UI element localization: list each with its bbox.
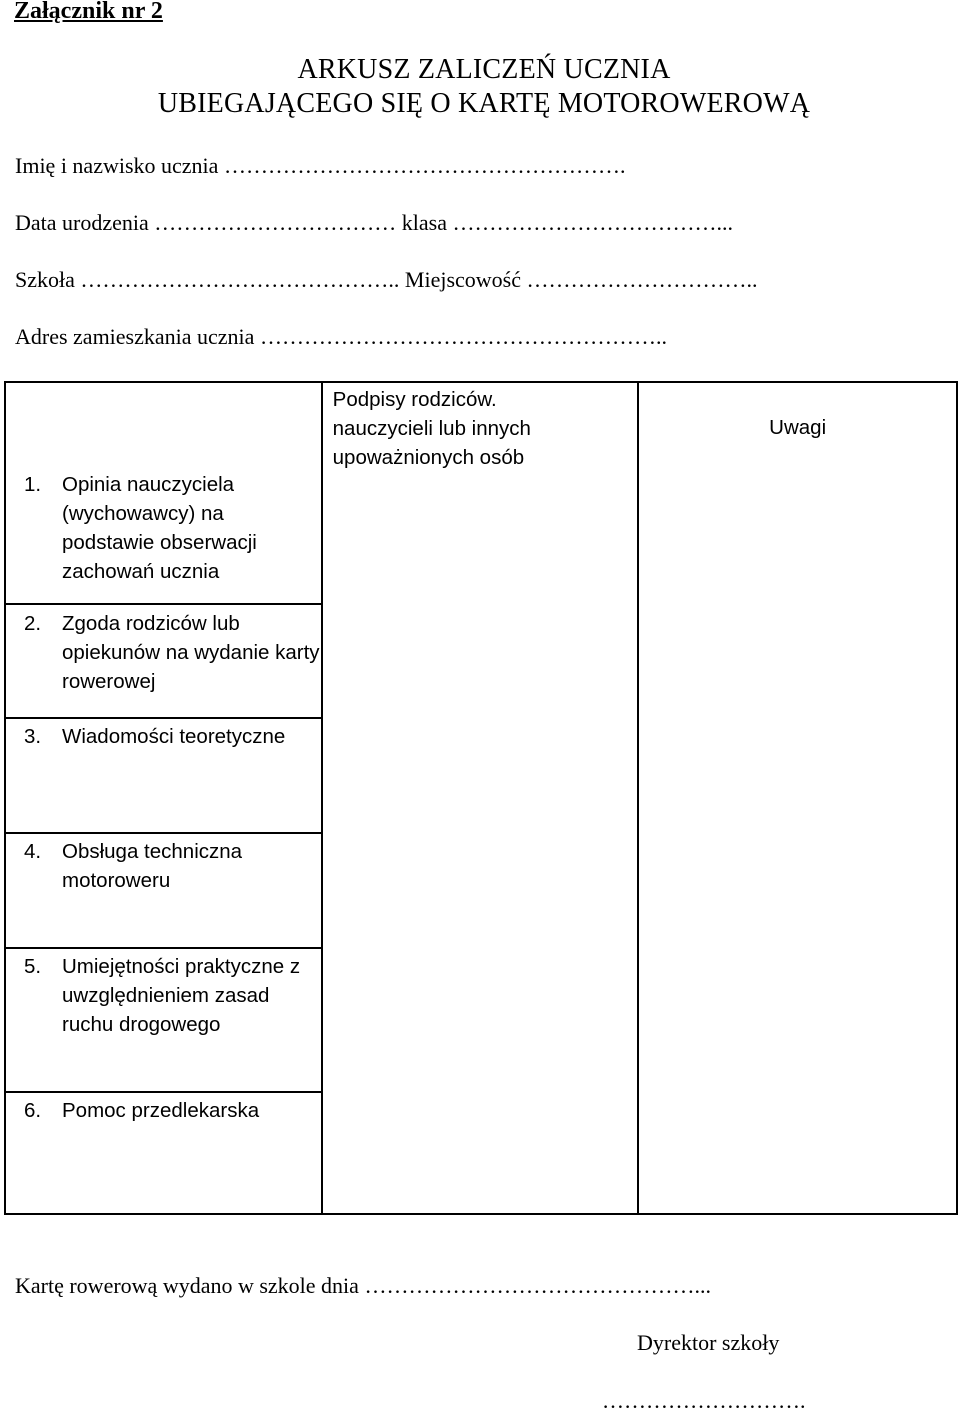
- signatures-header: [323, 383, 638, 472]
- item-number: 1.: [24, 473, 42, 496]
- item-number: 5.: [24, 955, 42, 978]
- attachment-label: Załącznik nr 2: [14, 0, 163, 24]
- list-item: [6, 949, 321, 1039]
- item-number: 2.: [24, 612, 42, 635]
- issue-date-field[interactable]: [15, 1273, 711, 1299]
- remarks-header: Uwagi: [769, 416, 827, 439]
- birth-date-dots: ……………………………: [154, 210, 397, 235]
- city-dots: …………………………..: [526, 267, 758, 292]
- student-name-field[interactable]: [15, 153, 625, 179]
- student-name-label: Imię i nazwisko ucznia: [15, 153, 219, 178]
- criteria-cell: [5, 718, 322, 833]
- criteria-cell: [5, 948, 322, 1092]
- list-item: [6, 1093, 321, 1125]
- item-text: Opinia nauczyciela (wychowawcy) na podstawie obserwacji zachowań ucznia: [62, 473, 257, 583]
- list-item: [6, 719, 321, 751]
- address-field[interactable]: [15, 324, 667, 350]
- item-number: 4.: [24, 840, 42, 863]
- document-title-line2: UBIEGAJĄCEGO SIĘ O KARTĘ MOTOROWEROWĄ: [157, 88, 811, 119]
- school-dots: ……………………………………..: [80, 267, 400, 292]
- birth-date-label: Data urodzenia: [15, 210, 149, 235]
- class-label: klasa: [401, 210, 447, 235]
- address-label: Adres zamieszkania ucznia: [15, 324, 255, 349]
- assessment-table: [4, 381, 958, 1215]
- list-item: [6, 383, 321, 586]
- criteria-cell: [5, 833, 322, 948]
- item-text: Wiadomości teoretyczne: [62, 725, 286, 748]
- issue-date-dots: ………………………………………...: [364, 1273, 711, 1298]
- school-field[interactable]: [15, 267, 757, 293]
- criteria-cell: [5, 1092, 322, 1214]
- item-text: Zgoda rodziców lub opiekunów na wydanie karty rowerowej: [62, 612, 320, 693]
- document-title-line1: ARKUSZ ZALICZEŃ UCZNIA: [297, 54, 671, 85]
- remarks-column[interactable]: [638, 382, 957, 1214]
- signatures-header-line: nauczycieli lub innych: [332, 417, 531, 440]
- criteria-cell: [5, 382, 322, 604]
- signatures-column[interactable]: [322, 382, 639, 1214]
- signatures-header-line: Podpisy rodziców.: [332, 388, 497, 411]
- student-name-dots: ……………………………………………….: [223, 153, 626, 178]
- item-text: Umiejętności praktyczne z uwzględnieniem zasad ruchu drogowego: [62, 955, 301, 1036]
- list-item: [6, 605, 321, 696]
- address-dots: ………………………………………………..: [259, 324, 667, 349]
- city-label: Miejscowość: [404, 267, 521, 292]
- item-number: 3.: [24, 725, 42, 748]
- item-text: Obsługa techniczna motoroweru: [62, 840, 243, 892]
- class-dots: ………………………………...: [452, 210, 733, 235]
- item-text: Pomoc przedlekarska: [62, 1099, 260, 1122]
- criteria-cell: [5, 604, 322, 718]
- list-item: [6, 834, 321, 895]
- table-row: [5, 382, 957, 604]
- director-signature-line[interactable]: ……………………….: [602, 1388, 806, 1413]
- signatures-header-line: upoważnionych osób: [332, 446, 525, 469]
- item-number: 6.: [24, 1099, 42, 1122]
- director-label: Dyrektor szkoły: [637, 1330, 780, 1355]
- issue-date-label: Kartę rowerową wydano w szkole dnia: [15, 1273, 359, 1298]
- school-label: Szkoła: [15, 267, 75, 292]
- birth-date-field[interactable]: [15, 210, 733, 236]
